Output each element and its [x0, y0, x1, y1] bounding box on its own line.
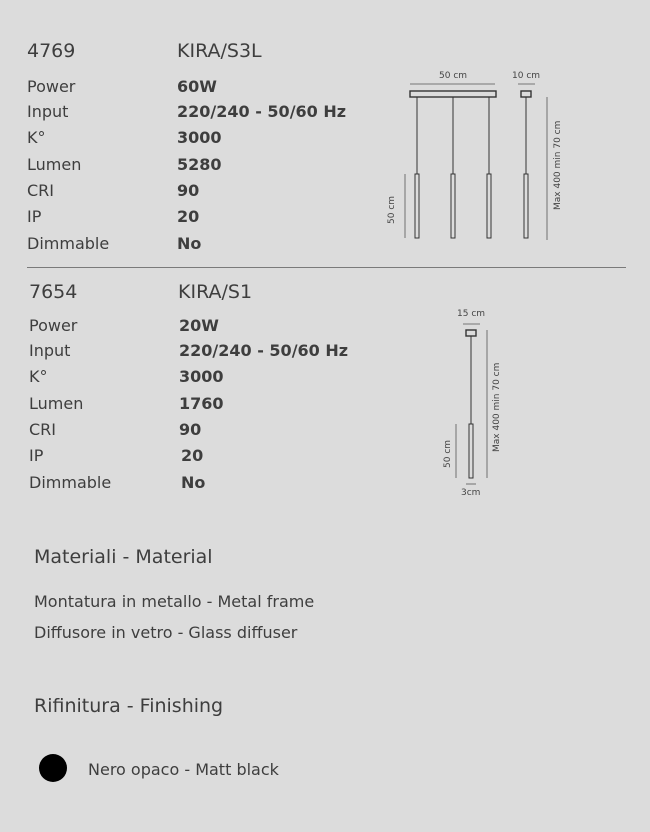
finishing-label: Nero opaco - Matt black: [88, 760, 279, 779]
spec-value-input: 220/240 - 50/60 Hz: [177, 102, 347, 121]
spec-label-dimmable: Dimmable: [29, 473, 112, 492]
spec-value-cri: 90: [179, 420, 202, 439]
spec-label-lumen: Lumen: [29, 394, 84, 413]
tube-label: 50 cm: [387, 195, 397, 224]
spec-label-dimmable: Dimmable: [27, 234, 110, 253]
spec-label-input: Input: [27, 102, 69, 121]
canopy: [466, 330, 476, 336]
width-label: 50 cm: [439, 71, 468, 81]
spec-value-kelvin: 3000: [177, 128, 222, 147]
spec-label-power: Power: [27, 77, 76, 96]
product-code: 7654: [29, 281, 78, 303]
tube-left: [415, 174, 419, 238]
product-code: 4769: [27, 40, 76, 62]
canopy-label: 15 cm: [457, 309, 486, 319]
spec-value-kelvin: 3000: [179, 367, 224, 386]
material-item: Montatura in metallo - Metal frame: [34, 592, 315, 611]
height-label: Max 400 min 70 cm: [553, 120, 563, 210]
canopy-bar: [410, 91, 496, 97]
spec-label-kelvin: K°: [27, 128, 46, 147]
spec-value-power: 20W: [179, 316, 219, 335]
spec-value-power: 60W: [177, 77, 217, 96]
side-tube: [524, 174, 528, 238]
spec-value-cri: 90: [177, 181, 200, 200]
spec-label-power: Power: [29, 316, 78, 335]
tube: [469, 424, 473, 478]
side-canopy: [521, 91, 531, 97]
tube-center: [451, 174, 455, 238]
material-item: Diffusore in vetro - Glass diffuser: [34, 623, 298, 642]
spec-value-input: 220/240 - 50/60 Hz: [179, 341, 349, 360]
product-model: KIRA/S3L: [177, 40, 262, 62]
spec-label-input: Input: [29, 341, 71, 360]
kira-s1-dimension-diagram: [435, 302, 515, 502]
materials-title: Materiali - Material: [34, 546, 213, 568]
spec-value-ip: 20: [177, 207, 200, 226]
spec-label-ip: IP: [29, 446, 44, 465]
spec-label-cri: CRI: [27, 181, 55, 200]
tube-label: 50 cm: [443, 439, 453, 468]
spec-label-cri: CRI: [29, 420, 57, 439]
spec-value-lumen: 5280: [177, 155, 222, 174]
spec-label-kelvin: K°: [29, 367, 48, 386]
section-divider: [27, 267, 626, 268]
spec-value-dimmable: No: [181, 473, 206, 492]
spec-value-dimmable: No: [177, 234, 202, 253]
product-model: KIRA/S1: [178, 281, 253, 303]
depth-label: 10 cm: [512, 71, 541, 81]
color-swatch: [39, 754, 67, 782]
finishing-title: Rifinitura - Finishing: [34, 695, 224, 717]
spec-label-lumen: Lumen: [27, 155, 82, 174]
kira-s3l-dimension-diagram: [380, 62, 580, 252]
spec-value-ip: 20: [181, 446, 204, 465]
height-label: Max 400 min 70 cm: [492, 362, 502, 452]
spec-value-lumen: 1760: [179, 394, 224, 413]
spec-label-ip: IP: [27, 207, 42, 226]
tube-right: [487, 174, 491, 238]
diameter-label: 3cm: [461, 488, 481, 498]
